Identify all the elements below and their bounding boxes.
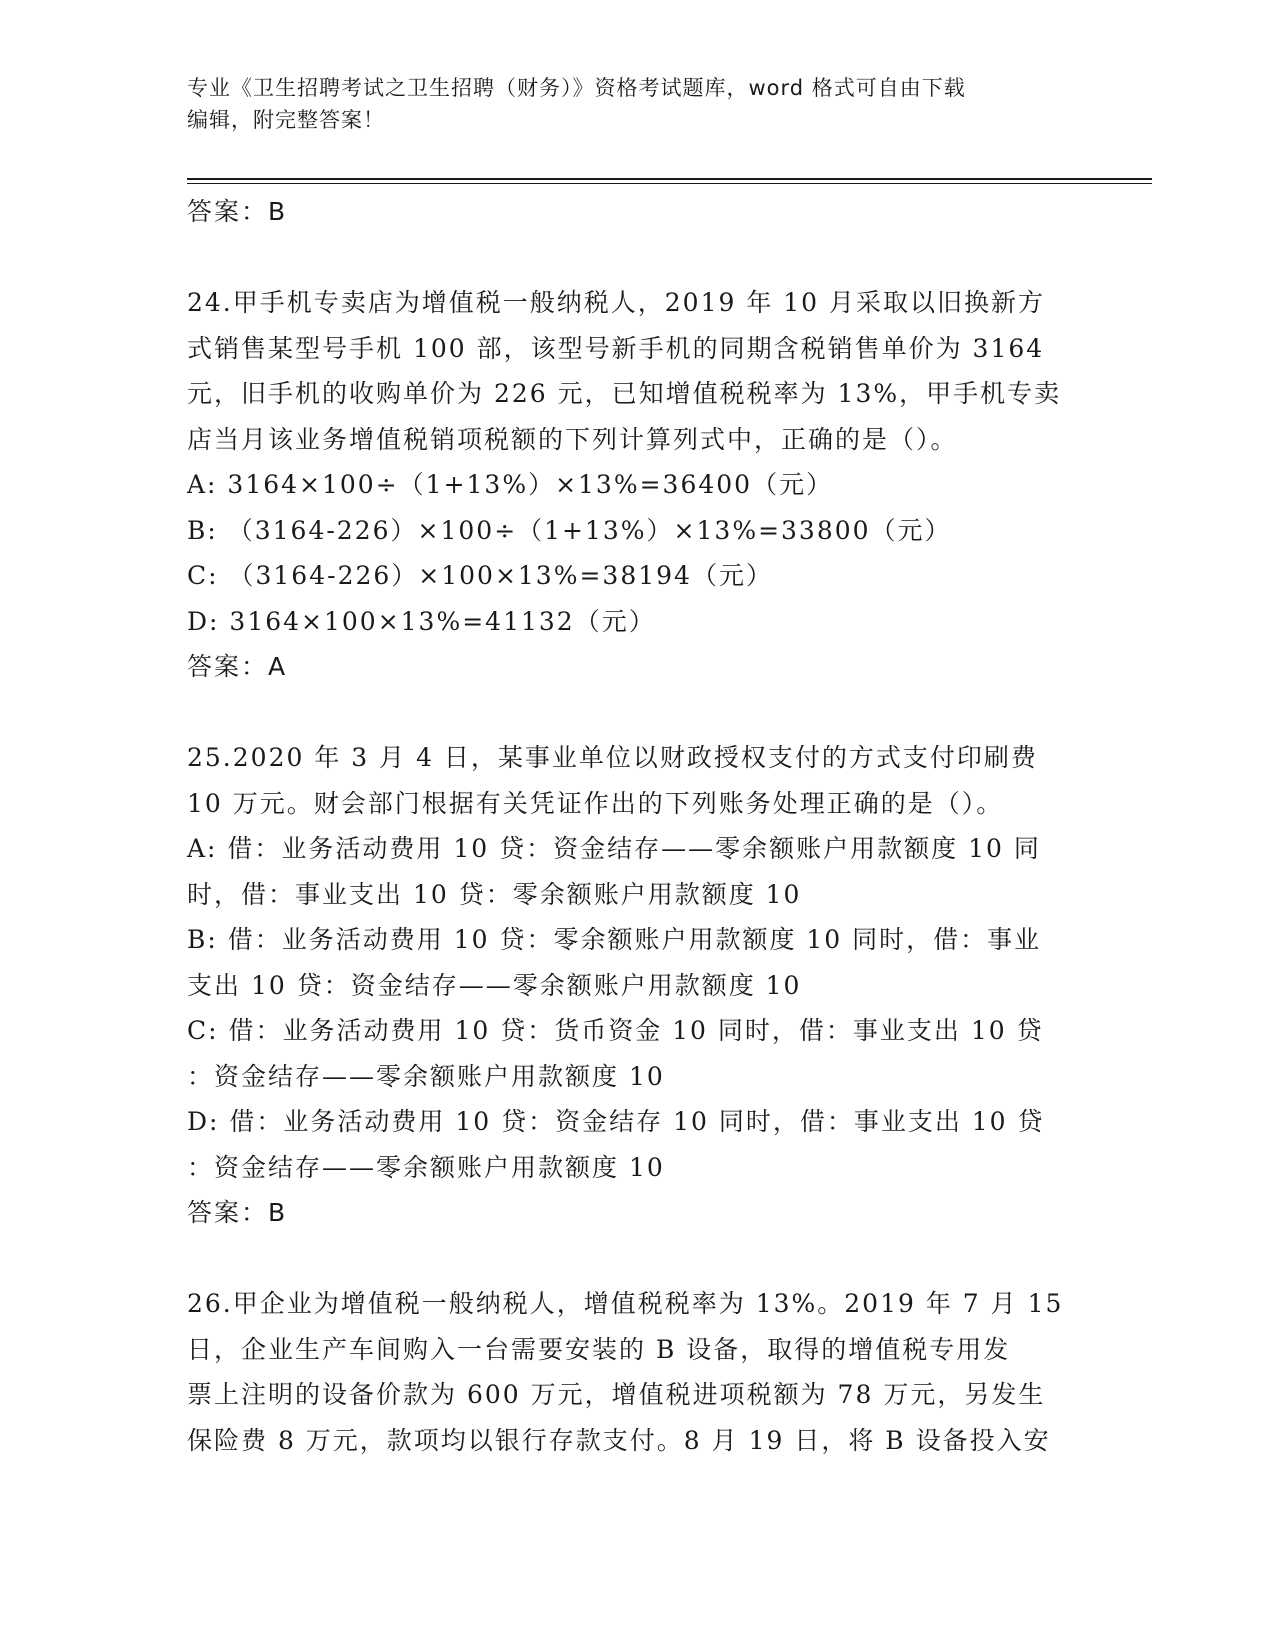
document-header bbox=[187, 72, 1087, 136]
spacer bbox=[187, 690, 1087, 736]
option-c: C: （3164-226）×100×13%=38194（元） bbox=[187, 561, 773, 590]
question-text-line: 票上注明的设备价款为 600 万元，增值税进项税额为 78 万元，另发生 bbox=[187, 1380, 1046, 1409]
option-d: D: 借：业务活动费用 10 贷：资金结存 10 同时，借：事业支出 10 贷 bbox=[187, 1107, 1045, 1136]
header-line-1: 专业《卫生招聘考试之卫生招聘（财务）》资格考试题库，word 格式可自由下载 bbox=[187, 76, 966, 100]
option-b: B: （3164-226）×100÷（1+13%）×13%=33800（元） bbox=[187, 515, 952, 545]
option-b: B: 借：业务活动费用 10 贷：零余额账户用款额度 10 同时，借：事业 bbox=[187, 925, 1042, 954]
question-text-line: 24.甲手机专卖店为增值税一般纳税人，2019 年 10 月采取以旧换新方 bbox=[187, 288, 1046, 317]
question-text-line: 26.甲企业为增值税一般纳税人，增值税税率为 13%。2019 年 7 月 15 bbox=[187, 1289, 1064, 1318]
option-a: A: 3164×100÷（1+13%）×13%=36400（元） bbox=[187, 470, 834, 499]
header-rule-thick bbox=[187, 178, 1152, 180]
question-text-line: 日，企业生产车间购入一台需要安装的 B 设备，取得的增值税专用发 bbox=[187, 1334, 1011, 1364]
option-d: D: 3164×100×13%=41132（元） bbox=[187, 606, 656, 636]
answer-line: 答案：B bbox=[187, 1198, 288, 1227]
question-text-line: 元，旧手机的收购单价为 226 元，已知增值税税率为 13%，甲手机专卖 bbox=[187, 379, 1062, 408]
option-b-continued: 支出 10 贷：资金结存——零余额账户用款额度 10 bbox=[187, 970, 802, 1000]
option-c: C: 借：业务活动费用 10 贷：货币资金 10 同时，借：事业支出 10 贷 bbox=[187, 1016, 1044, 1045]
question-content bbox=[187, 189, 1087, 1463]
header-line-2: 编辑，附完整答案！ bbox=[187, 108, 385, 132]
option-c-continued: ：资金结存——零余额账户用款额度 10 bbox=[187, 1061, 665, 1091]
option-a-continued: 时，借：事业支出 10 贷：零余额账户用款额度 10 bbox=[187, 879, 802, 909]
question-text-line: 保险费 8 万元，款项均以银行存款支付。8 月 19 日，将 B 设备投入安 bbox=[187, 1425, 1051, 1455]
option-d-continued: ：资金结存——零余额账户用款额度 10 bbox=[187, 1152, 665, 1182]
spacer bbox=[187, 1236, 1087, 1282]
question-24 bbox=[187, 280, 1087, 690]
question-text-line: 式销售某型号手机 100 部，该型号新手机的同期含税销售单价为 3164 bbox=[187, 333, 1045, 363]
question-25 bbox=[187, 735, 1087, 1236]
option-a: A: 借：业务活动费用 10 贷：资金结存——零余额账户用款额度 10 同 bbox=[187, 834, 1041, 863]
header-rule-thin bbox=[187, 183, 1152, 184]
answer-line: 答案：A bbox=[187, 652, 288, 681]
question-text-line: 10 万元。财会部门根据有关凭证作出的下列账务处理正确的是（）。 bbox=[187, 788, 1004, 818]
question-26 bbox=[187, 1281, 1087, 1463]
question-text-line: 25.2020 年 3 月 4 日，某事业单位以财政授权支付的方式支付印刷费 bbox=[187, 743, 1038, 772]
answer-line: 答案：B bbox=[187, 197, 288, 226]
spacer bbox=[187, 235, 1087, 281]
question-text-line: 店当月该业务增值税销项税额的下列计算列式中，正确的是（）。 bbox=[187, 424, 958, 454]
